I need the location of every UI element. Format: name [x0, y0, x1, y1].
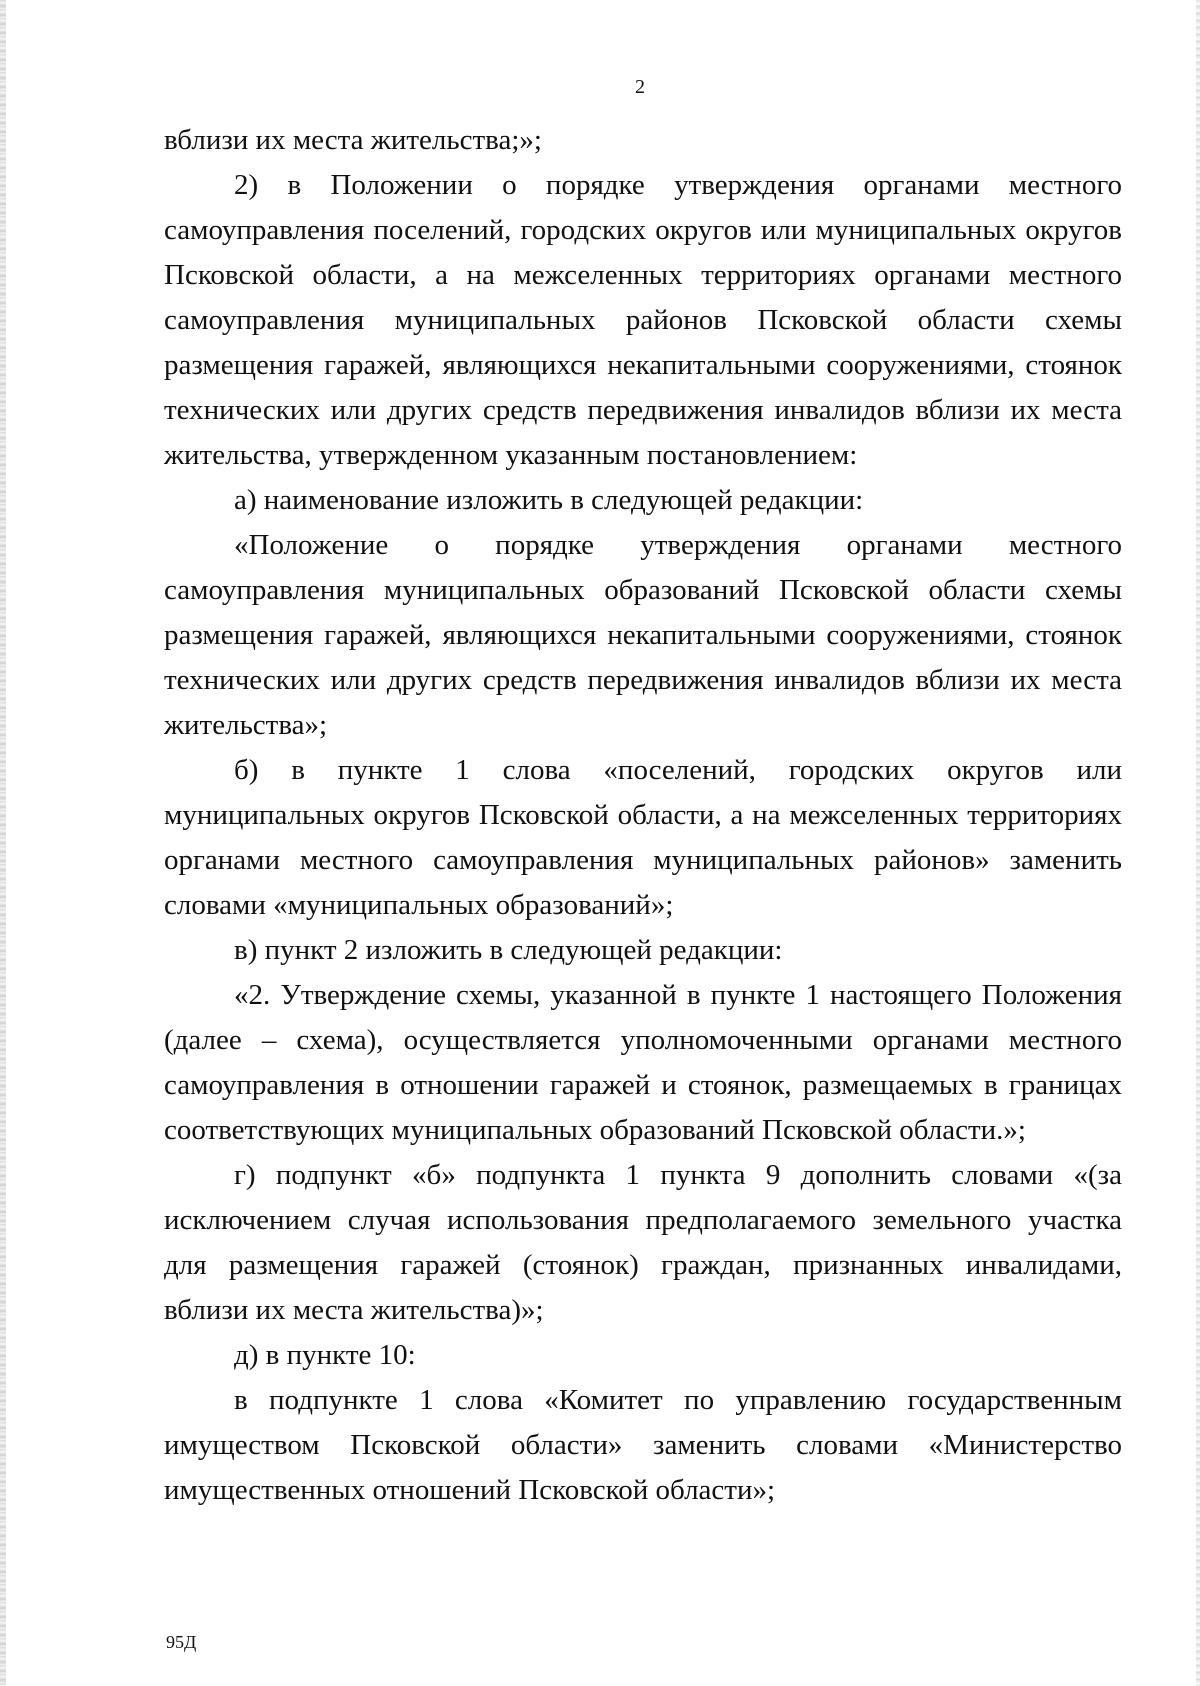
document-body [164, 118, 1122, 1513]
paragraph-continuation: вблизи их места жительства;»; [164, 124, 542, 156]
scan-edge-left [0, 0, 6, 1686]
page-number: 2 [635, 76, 645, 98]
footer-code: 95Д [166, 1632, 197, 1652]
scan-edge-right [1196, 0, 1200, 1686]
paragraph-subitem-g: г) подпункт «б» подпункта 1 пункта 9 дополнить словами «(за исключением случая использования предполагаемого земельного участка для размещения гаражей (стоянок) граждан, признанных инвалидами, вблизи их места жительства)»; [164, 1159, 1122, 1326]
paragraph-quote-point-2: «2. Утверждение схемы, указанной в пункте 1 настоящего Положения (далее – схема), осуществляется уполномоченными органами местного самоуправления в отношении гаражей и стоянок, размещаемых в границах соответствующих муниципальных образований Псковской области.»; [164, 979, 1122, 1146]
paragraph-subitem-b: б) в пункте 1 слова «поселений, городских округов или муниципальных округов Псковской области, а на межселенных территориях органами местного самоуправления муниципальных районов» заменить словами «муниципальных образований»; [164, 754, 1122, 921]
paragraph-quote-title: «Положение о порядке утверждения органами местного самоуправления муниципальных образований Псковской области схемы размещения гаражей, являющихся некапитальными сооружениями, стоянок технических или других средств передвижения инвалидов вблизи их места жительства»; [164, 529, 1122, 741]
paragraph-subitem-d: д) в пункте 10: [234, 1339, 416, 1371]
paragraph-subitem-v: в) пункт 2 изложить в следующей редакции: [234, 934, 783, 966]
paragraph-subpoint-1: в подпункте 1 слова «Комитет по управлению государственным имуществом Псковской области» заменить словами «Министерство имущественных отношений Псковской области»; [164, 1384, 1122, 1506]
paragraph-subitem-a: а) наименование изложить в следующей редакции: [234, 484, 864, 516]
paragraph-item-2: 2) в Положении о порядке утверждения органами местного самоуправления поселений, городских округов или муниципальных округов Псковской области, а на межселенных территориях органами местного самоуправления муниципальных районов Псковской области схемы размещения гаражей, являющихся некапитальными сооружениями, стоянок технических или других средств передвижения инвалидов вблизи их места жительства, утвержденном указанным постановлением: [164, 169, 1122, 471]
